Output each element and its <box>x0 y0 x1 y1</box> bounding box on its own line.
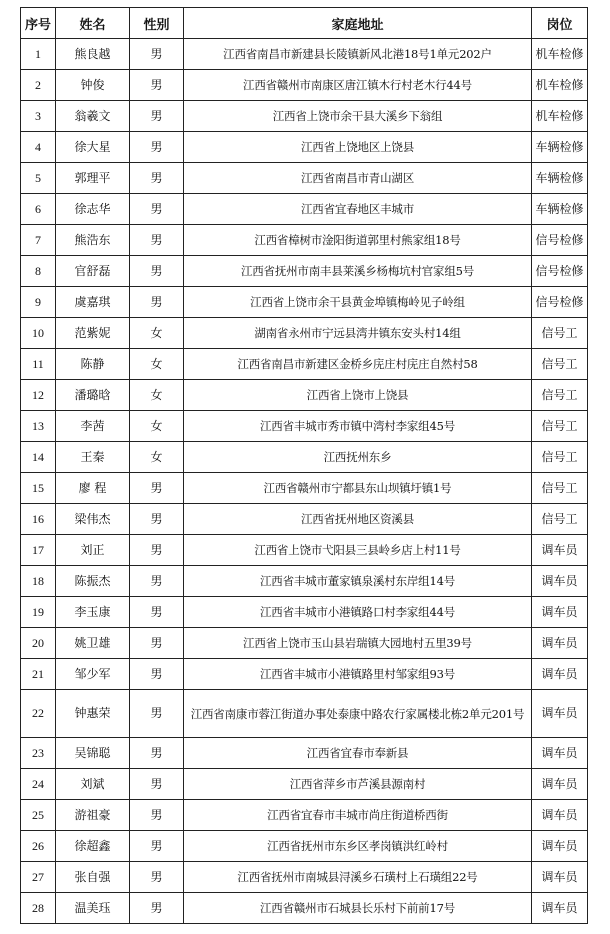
cell-address: 江西省抚州地区资溪县 <box>184 504 532 535</box>
cell-gender: 男 <box>130 194 184 225</box>
cell-post: 车辆检修 <box>532 132 588 163</box>
table-row <box>21 287 588 318</box>
cell-address: 江西省抚州市东乡区孝岗镇洪红岭村 <box>184 831 532 862</box>
cell-name: 李茜 <box>56 411 130 442</box>
cell-gender: 男 <box>130 504 184 535</box>
cell-gender: 男 <box>130 690 184 738</box>
cell-name: 虞嘉琪 <box>56 287 130 318</box>
cell-address: 江西省宜春市丰城市尚庄街道桥西街 <box>184 800 532 831</box>
cell-gender: 男 <box>130 225 184 256</box>
cell-seq: 12 <box>21 380 56 411</box>
cell-gender: 男 <box>130 39 184 70</box>
table-row <box>21 411 588 442</box>
cell-name: 范紫妮 <box>56 318 130 349</box>
cell-address: 江西省南康市蓉江街道办事处泰康中路农行家属楼北栋2单元201号 <box>184 690 532 738</box>
cell-post: 信号工 <box>532 380 588 411</box>
cell-name: 刘正 <box>56 535 130 566</box>
cell-post: 信号检修 <box>532 225 588 256</box>
cell-address: 江西省丰城市小港镇路里村邹家组93号 <box>184 659 532 690</box>
cell-gender: 女 <box>130 349 184 380</box>
cell-seq: 27 <box>21 862 56 893</box>
table-row <box>21 225 588 256</box>
cell-gender: 男 <box>130 769 184 800</box>
cell-name: 刘斌 <box>56 769 130 800</box>
table-row <box>21 628 588 659</box>
cell-address: 江西省丰城市董家镇泉溪村东岸组14号 <box>184 566 532 597</box>
table-row <box>21 101 588 132</box>
table-row <box>21 318 588 349</box>
cell-name: 王秦 <box>56 442 130 473</box>
cell-seq: 3 <box>21 101 56 132</box>
cell-name: 徐志华 <box>56 194 130 225</box>
cell-name: 徐超鑫 <box>56 831 130 862</box>
cell-address: 江西省赣州市宁都县东山坝镇圩镇1号 <box>184 473 532 504</box>
table-row <box>21 659 588 690</box>
cell-post: 信号工 <box>532 349 588 380</box>
cell-post: 信号工 <box>532 504 588 535</box>
table-row <box>21 132 588 163</box>
cell-seq: 21 <box>21 659 56 690</box>
cell-gender: 男 <box>130 132 184 163</box>
table-row <box>21 535 588 566</box>
cell-seq: 9 <box>21 287 56 318</box>
cell-post: 调车员 <box>532 862 588 893</box>
cell-seq: 17 <box>21 535 56 566</box>
table-row <box>21 473 588 504</box>
cell-name: 钟惠荣 <box>56 690 130 738</box>
cell-seq: 11 <box>21 349 56 380</box>
cell-seq: 6 <box>21 194 56 225</box>
cell-address: 江西省南昌市新建县长陵镇新风北港18号1单元202户 <box>184 39 532 70</box>
cell-seq: 25 <box>21 800 56 831</box>
cell-post: 信号工 <box>532 473 588 504</box>
cell-gender: 女 <box>130 442 184 473</box>
cell-post: 机车检修 <box>532 39 588 70</box>
cell-name: 游祖豪 <box>56 800 130 831</box>
cell-name: 吴锦聪 <box>56 738 130 769</box>
cell-name: 李玉康 <box>56 597 130 628</box>
cell-gender: 男 <box>130 831 184 862</box>
cell-post: 机车检修 <box>532 70 588 101</box>
cell-post: 调车员 <box>532 597 588 628</box>
cell-gender: 男 <box>130 597 184 628</box>
table-row <box>21 349 588 380</box>
cell-post: 调车员 <box>532 831 588 862</box>
cell-name: 邹少军 <box>56 659 130 690</box>
cell-address: 江西省宜春地区丰城市 <box>184 194 532 225</box>
cell-seq: 23 <box>21 738 56 769</box>
cell-post: 车辆检修 <box>532 194 588 225</box>
cell-post: 调车员 <box>532 535 588 566</box>
cell-name: 陈振杰 <box>56 566 130 597</box>
cell-address: 江西省上饶地区上饶县 <box>184 132 532 163</box>
cell-address: 江西省上饶市余干县黄金埠镇梅岭见子岭组 <box>184 287 532 318</box>
cell-seq: 19 <box>21 597 56 628</box>
cell-post: 调车员 <box>532 893 588 924</box>
cell-gender: 男 <box>130 473 184 504</box>
table-body <box>21 39 588 924</box>
table-row <box>21 831 588 862</box>
cell-address: 江西省宜春市奉新县 <box>184 738 532 769</box>
cell-post: 信号检修 <box>532 256 588 287</box>
cell-post: 机车检修 <box>532 101 588 132</box>
cell-address: 江西省上饶市玉山县岩瑞镇大园地村五里39号 <box>184 628 532 659</box>
header-post: 岗位 <box>532 8 588 39</box>
cell-name: 官舒磊 <box>56 256 130 287</box>
cell-post: 信号工 <box>532 442 588 473</box>
cell-seq: 4 <box>21 132 56 163</box>
cell-seq: 13 <box>21 411 56 442</box>
cell-address: 江西省丰城市小港镇路口村李家组44号 <box>184 597 532 628</box>
cell-gender: 男 <box>130 163 184 194</box>
cell-seq: 5 <box>21 163 56 194</box>
cell-name: 潘璐晗 <box>56 380 130 411</box>
cell-seq: 14 <box>21 442 56 473</box>
cell-address: 江西省上饶市余干县大溪乡下翁组 <box>184 101 532 132</box>
table-row <box>21 194 588 225</box>
cell-seq: 28 <box>21 893 56 924</box>
cell-address: 江西抚州东乡 <box>184 442 532 473</box>
cell-gender: 男 <box>130 738 184 769</box>
cell-name: 温美珏 <box>56 893 130 924</box>
cell-gender: 女 <box>130 380 184 411</box>
cell-post: 调车员 <box>532 659 588 690</box>
header-name: 姓名 <box>56 8 130 39</box>
cell-seq: 16 <box>21 504 56 535</box>
cell-post: 调车员 <box>532 738 588 769</box>
table-row <box>21 690 588 738</box>
table-header-row <box>21 8 588 39</box>
cell-name: 陈静 <box>56 349 130 380</box>
table-row <box>21 893 588 924</box>
cell-gender: 女 <box>130 318 184 349</box>
cell-gender: 男 <box>130 287 184 318</box>
cell-name: 熊浩东 <box>56 225 130 256</box>
cell-seq: 15 <box>21 473 56 504</box>
cell-address: 湖南省永州市宁远县湾井镇东安头村14组 <box>184 318 532 349</box>
cell-gender: 男 <box>130 659 184 690</box>
cell-name: 徐大星 <box>56 132 130 163</box>
cell-gender: 男 <box>130 256 184 287</box>
table-row <box>21 800 588 831</box>
table-row <box>21 769 588 800</box>
cell-address: 江西省丰城市秀市镇中湾村李家组45号 <box>184 411 532 442</box>
cell-seq: 8 <box>21 256 56 287</box>
cell-seq: 10 <box>21 318 56 349</box>
cell-address: 江西省抚州市南城县浔溪乡石璜村上石璜组22号 <box>184 862 532 893</box>
table-row <box>21 39 588 70</box>
cell-seq: 2 <box>21 70 56 101</box>
cell-gender: 男 <box>130 101 184 132</box>
table-row <box>21 738 588 769</box>
cell-gender: 女 <box>130 411 184 442</box>
cell-post: 信号检修 <box>532 287 588 318</box>
cell-post: 信号工 <box>532 318 588 349</box>
table-row <box>21 163 588 194</box>
cell-seq: 1 <box>21 39 56 70</box>
cell-post: 调车员 <box>532 628 588 659</box>
table-row <box>21 862 588 893</box>
table-row <box>21 70 588 101</box>
cell-name: 郭理平 <box>56 163 130 194</box>
table-row <box>21 380 588 411</box>
table-row <box>21 442 588 473</box>
header-address: 家庭地址 <box>184 8 532 39</box>
cell-address: 江西省赣州市石城县长乐村下前前17号 <box>184 893 532 924</box>
cell-gender: 男 <box>130 70 184 101</box>
table-row <box>21 504 588 535</box>
cell-post: 调车员 <box>532 769 588 800</box>
cell-address: 江西省南昌市新建区金桥乡庑庄村庑庄自然村58 <box>184 349 532 380</box>
cell-post: 调车员 <box>532 690 588 738</box>
table-row <box>21 256 588 287</box>
cell-seq: 20 <box>21 628 56 659</box>
table-row <box>21 566 588 597</box>
cell-name: 廖 程 <box>56 473 130 504</box>
cell-address: 江西省赣州市南康区唐江镇木行村老木行44号 <box>184 70 532 101</box>
cell-name: 钟俊 <box>56 70 130 101</box>
cell-name: 梁伟杰 <box>56 504 130 535</box>
header-seq: 序号 <box>21 8 56 39</box>
cell-address: 江西省上饶市上饶县 <box>184 380 532 411</box>
header-gender: 性别 <box>130 8 184 39</box>
cell-post: 调车员 <box>532 566 588 597</box>
cell-gender: 男 <box>130 535 184 566</box>
cell-seq: 18 <box>21 566 56 597</box>
cell-gender: 男 <box>130 566 184 597</box>
cell-gender: 男 <box>130 862 184 893</box>
cell-name: 熊良越 <box>56 39 130 70</box>
personnel-table <box>20 7 588 924</box>
cell-gender: 男 <box>130 800 184 831</box>
cell-address: 江西省上饶市弋阳县三县岭乡店上村11号 <box>184 535 532 566</box>
table-row <box>21 597 588 628</box>
cell-seq: 26 <box>21 831 56 862</box>
cell-seq: 22 <box>21 690 56 738</box>
cell-seq: 7 <box>21 225 56 256</box>
cell-name: 翁羲文 <box>56 101 130 132</box>
cell-name: 张自强 <box>56 862 130 893</box>
cell-address: 江西省抚州市南丰县莱溪乡杨梅坑村官家组5号 <box>184 256 532 287</box>
cell-name: 姚卫雄 <box>56 628 130 659</box>
cell-post: 车辆检修 <box>532 163 588 194</box>
cell-seq: 24 <box>21 769 56 800</box>
cell-address: 江西省樟树市淦阳街道郭里村熊家组18号 <box>184 225 532 256</box>
cell-gender: 男 <box>130 628 184 659</box>
cell-post: 调车员 <box>532 800 588 831</box>
cell-address: 江西省南昌市青山湖区 <box>184 163 532 194</box>
cell-address: 江西省萍乡市芦溪县源南村 <box>184 769 532 800</box>
cell-post: 信号工 <box>532 411 588 442</box>
cell-gender: 男 <box>130 893 184 924</box>
